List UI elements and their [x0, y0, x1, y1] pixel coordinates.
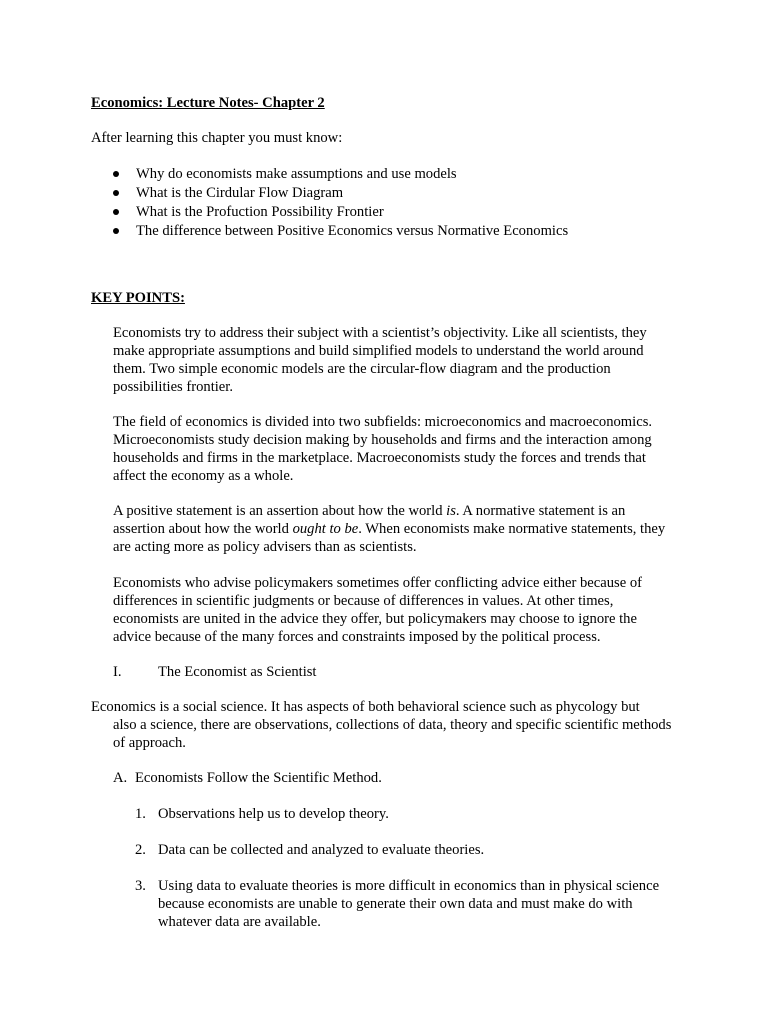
numbered-item-number: 1. [135, 806, 146, 822]
section-a-heading [113, 769, 382, 787]
objective-item: The difference between Positive Economics versus Normative Economics [113, 222, 568, 241]
numbered-item-text: Observations help us to develop theory. [158, 806, 389, 822]
p3-part-c: . A normative statement is an assertion about how the world [113, 503, 626, 537]
economics-paragraph [91, 698, 681, 752]
key-point-paragraph-4: Economists who advise policymakers sometimes offer conflicting advice either because of differences in scientific judgments or because of differences in values. At other times, economists are united in the advice they offer, but policymakers may choose to ignore the advice because of the many forces and constraints imposed by the political process. [113, 575, 642, 645]
key-point-paragraph-3 [113, 502, 673, 556]
economics-paragraph-first-line: Economics is a social science. It has aspects of both behavioral science such as phycology but [91, 699, 640, 715]
numbered-item-text: Data can be collected and analyzed to evaluate theories. [158, 842, 485, 858]
numbered-item-2 [135, 841, 680, 859]
section-i-heading [113, 663, 316, 681]
section-a-title: Economists Follow the Scientific Method. [135, 770, 382, 786]
numbered-item-number: 3. [135, 878, 146, 894]
section-i-number: I. [113, 664, 122, 680]
p3-emphasis-ought: ought to be [292, 521, 359, 537]
objective-item: What is the Cirdular Flow Diagram [113, 184, 568, 203]
objective-item: What is the Profuction Possibility Frontier [113, 203, 568, 222]
objective-item: Why do economists make assumptions and use models [113, 165, 568, 184]
key-points-heading: KEY POINTS: [91, 290, 185, 306]
numbered-item-3 [135, 877, 680, 931]
key-point-paragraph-2: The field of economics is divided into two subfields: microeconomics and macroeconomics. Microeconomists study decision making by households and firms and the interaction among households and firms in the marketplace. Macroeconomists study the forces and trends that affect the economy as a whole. [113, 414, 653, 484]
objectives-list [113, 165, 568, 241]
p3-emphasis-is: is [446, 503, 456, 519]
numbered-item-1 [135, 805, 680, 823]
section-a-number: A. [113, 770, 128, 786]
document-title: Economics: Lecture Notes- Chapter 2 [91, 95, 325, 111]
intro-text: After learning this chapter you must know: [91, 130, 343, 146]
economics-paragraph-rest: also a science, there are observations, collections of data, theory and specific scientific methods of approach. [113, 717, 672, 751]
p3-part-e: . When economists make normative statements, they are acting more as policy advisers than as scientists. [113, 521, 666, 555]
numbered-item-number: 2. [135, 842, 146, 858]
section-i-title: The Economist as Scientist [158, 664, 317, 680]
key-point-paragraph-1: Economists try to address their subject with a scientist’s objectivity. Like all scientists, they make appropriate assumptions and build simplified models to understand the world around them. Two simple economic models are the circular-flow diagram and the production possibilities frontier. [113, 325, 647, 395]
numbered-item-text: Using data to evaluate theories is more difficult in economics than in physical science because economists are unable to generate their own data and must make do with whatever data are available. [158, 878, 660, 930]
p3-part-a: A positive statement is an assertion about how the world [113, 503, 447, 519]
